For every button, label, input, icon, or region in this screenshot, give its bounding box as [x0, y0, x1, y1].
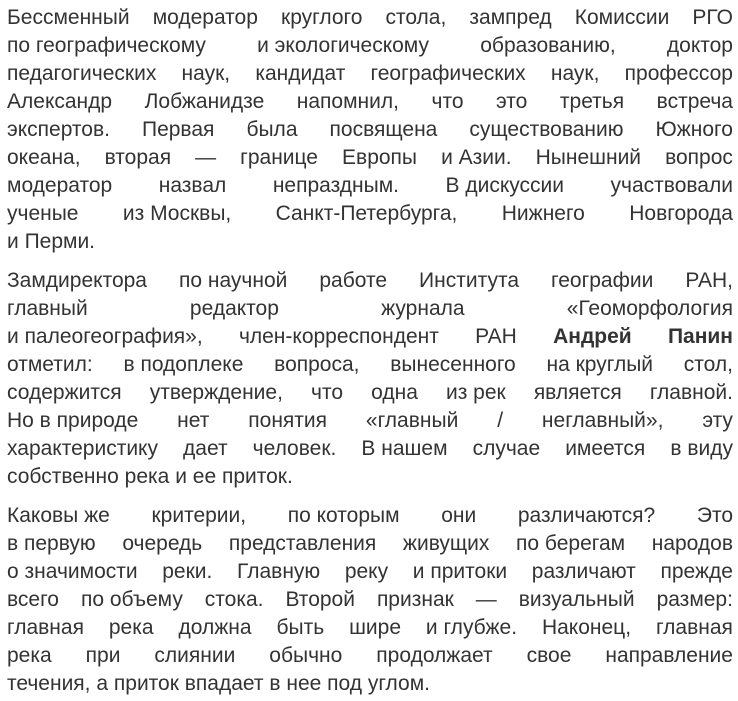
text-chunk: Южного [655, 118, 733, 141]
text-chunk: признак [376, 588, 454, 611]
text-chunk: работе [319, 269, 388, 292]
text-chunk: должна [178, 616, 252, 639]
text-chunk: океана, [7, 146, 81, 169]
text-chunk: в подоплеке [123, 353, 244, 376]
text-chunk: экспертов. [7, 118, 110, 141]
text-chunk: третья [559, 90, 625, 113]
text-chunk: «Геоморфология [566, 297, 733, 320]
text-line [7, 32, 733, 60]
text-line [7, 670, 733, 698]
text-line [7, 530, 733, 558]
text-chunk: журнала [381, 297, 465, 320]
text-chunk: Лобжанидзе [144, 90, 265, 113]
text-chunk: при [85, 644, 121, 667]
text-chunk: они [441, 504, 477, 527]
text-chunk: границе [240, 146, 318, 169]
text-chunk: эту [702, 409, 733, 432]
text-chunk: главной. [649, 381, 733, 404]
text-chunk: главный [7, 297, 88, 320]
text-chunk: случае [472, 437, 541, 460]
text-line [7, 502, 733, 530]
text-chunk: по берегам [516, 532, 626, 555]
text-chunk: что [431, 90, 464, 113]
text-chunk: стола, [385, 6, 447, 29]
text-chunk: посвящена [329, 118, 438, 141]
bold-text-chunk: Панин [667, 325, 733, 348]
text-chunk: реки. [162, 560, 213, 583]
text-chunk: и Азии. [441, 146, 512, 169]
text-chunk: впадает [184, 672, 264, 695]
text-chunk: вопрос [665, 146, 733, 169]
text-chunk: РАН, [685, 269, 733, 292]
text-chunk: и глубже. [425, 616, 518, 639]
text-chunk: быть [276, 616, 325, 639]
text-chunk: РАН [475, 325, 517, 348]
text-chunk: непраздным. [272, 174, 399, 197]
text-chunk: является [533, 381, 622, 404]
text-chunk: и палеогеография», [7, 325, 203, 348]
text-chunk: неглавный», [541, 409, 664, 432]
text-line [7, 295, 733, 323]
text-chunk: по географическому [7, 34, 206, 57]
text-chunk: продолжает [376, 644, 493, 667]
text-chunk: в виду [670, 437, 733, 460]
text-chunk: различают [531, 560, 636, 583]
text-chunk: Наконец, [541, 616, 632, 639]
text-chunk: река [124, 465, 170, 488]
text-chunk: кандидат [255, 62, 346, 85]
text-chunk: по научной [179, 269, 288, 292]
text-chunk: река [108, 616, 154, 639]
text-chunk: вторая [104, 146, 172, 169]
paragraph [7, 4, 733, 256]
text-chunk: дает [183, 437, 228, 460]
text-chunk: географии [551, 269, 654, 292]
text-line [7, 407, 733, 435]
text-chunk: отметил: [7, 353, 93, 376]
text-chunk: шире [349, 616, 401, 639]
text-chunk: Санкт-Петербурга, [275, 202, 458, 225]
text-chunk: и притоки [412, 560, 508, 583]
text-chunk: «главный [365, 409, 459, 432]
text-line [7, 586, 733, 614]
text-line [7, 200, 733, 228]
text-chunk: в первую [7, 532, 96, 555]
text-chunk: очередь [122, 532, 203, 555]
text-line [7, 267, 733, 295]
text-line [7, 379, 733, 407]
text-chunk: модератор [152, 6, 258, 29]
text-chunk: встреча [656, 90, 733, 113]
text-chunk: была [246, 118, 298, 141]
text-line [7, 144, 733, 172]
text-chunk: / [497, 409, 504, 432]
text-chunk: представления [228, 532, 377, 555]
text-chunk: стол, [683, 353, 733, 376]
text-chunk: ученые [7, 202, 79, 225]
text-chunk: Каковы же [7, 504, 110, 527]
text-line [7, 60, 733, 88]
text-chunk: образованию, [480, 34, 616, 57]
text-chunk: Новгорода [629, 202, 733, 225]
text-chunk: — [195, 146, 217, 169]
text-chunk: собственно [7, 465, 119, 488]
text-chunk: участвовали [610, 174, 733, 197]
text-chunk: имеется [565, 437, 646, 460]
text-chunk: географических [370, 62, 526, 85]
text-chunk: вопроса, [274, 353, 360, 376]
text-chunk: ее [192, 465, 217, 488]
text-chunk: понятия [248, 409, 328, 432]
text-chunk: слиянии [154, 644, 236, 667]
text-line [7, 558, 733, 586]
text-chunk: Но в природе [7, 409, 139, 432]
text-line [7, 351, 733, 379]
text-chunk: река [7, 644, 52, 667]
text-chunk: из Москвы, [122, 202, 232, 225]
text-chunk: главная [655, 616, 733, 639]
text-chunk: нет [177, 409, 210, 432]
text-line [7, 88, 733, 116]
text-chunk: размер: [656, 588, 733, 611]
text-chunk: наук, [181, 62, 231, 85]
text-chunk: модератор [7, 174, 113, 197]
text-chunk: и экологическому [257, 34, 429, 57]
text-chunk: Института [419, 269, 520, 292]
text-chunk: В дискуссии [445, 174, 564, 197]
text-chunk: что [311, 381, 344, 404]
text-chunk: Нижнего [501, 202, 585, 225]
text-chunk: по объему [80, 588, 183, 611]
text-chunk: это [496, 90, 528, 113]
text-line [7, 435, 733, 463]
text-chunk: на круглый [546, 353, 654, 376]
text-chunk: в нее [269, 672, 322, 695]
text-chunk: по которым [287, 504, 400, 527]
text-chunk: назвал [158, 174, 227, 197]
text-chunk: о значимости [7, 560, 138, 583]
text-chunk: Главную [237, 560, 321, 583]
text-chunk: Европы [342, 146, 418, 169]
text-chunk: прежде [660, 560, 733, 583]
text-chunk: педагогических [7, 62, 157, 85]
text-line [7, 172, 733, 200]
text-chunk: Бессменный [7, 6, 130, 29]
text-chunk: живущих [402, 532, 490, 555]
text-chunk: из рек [445, 381, 506, 404]
text-chunk: одна [371, 381, 418, 404]
text-chunk: стока. [204, 588, 264, 611]
text-chunk: критерии, [151, 504, 247, 527]
text-chunk: напомнил, [296, 90, 399, 113]
text-line [7, 463, 733, 491]
text-chunk: член-корреспондент [238, 325, 439, 348]
text-chunk: направление [605, 644, 733, 667]
text-line [7, 228, 733, 256]
text-chunk: содержится [7, 381, 122, 404]
text-chunk: — [475, 588, 497, 611]
text-chunk: народов [651, 532, 733, 555]
text-chunk: визуальный [518, 588, 635, 611]
text-line [7, 642, 733, 670]
text-chunk: Замдиректора [7, 269, 147, 292]
text-chunk: Комиссии [574, 6, 670, 29]
text-chunk: вынесенного [390, 353, 516, 376]
text-chunk: Первая [141, 118, 215, 141]
text-chunk: Второй [285, 588, 355, 611]
text-chunk: утверждение, [149, 381, 283, 404]
text-line [7, 116, 733, 144]
text-chunk: В нашем [361, 437, 448, 460]
text-chunk: всего [7, 588, 59, 611]
text-chunk: главная [7, 616, 84, 639]
bold-text-chunk: Андрей [553, 325, 632, 348]
text-chunk: приток. [221, 465, 293, 488]
text-chunk: существованию [469, 118, 624, 141]
text-line [7, 4, 733, 32]
text-chunk: редактор [189, 297, 279, 320]
text-chunk: различаются? [517, 504, 656, 527]
text-chunk: обычно [269, 644, 343, 667]
paragraph [7, 502, 733, 698]
paragraph [7, 267, 733, 491]
text-chunk: течения, [7, 672, 91, 695]
text-chunk: и Перми. [7, 230, 96, 253]
text-chunk: круглого [281, 6, 363, 29]
text-chunk: Александр [7, 90, 113, 113]
text-chunk: свое [526, 644, 572, 667]
text-chunk: характеристику [7, 437, 158, 460]
text-chunk: под углом. [327, 672, 430, 695]
text-line [7, 323, 733, 351]
text-chunk: а приток [96, 672, 179, 695]
text-chunk: наук, [550, 62, 600, 85]
text-chunk: Это [696, 504, 733, 527]
text-chunk: профессор [624, 62, 733, 85]
text-chunk: Нынешний [535, 146, 642, 169]
text-chunk: человек. [252, 437, 337, 460]
text-line [7, 614, 733, 642]
text-chunk: доктор [666, 34, 733, 57]
text-chunk: зампред [469, 6, 552, 29]
text-chunk: РГО [692, 6, 733, 29]
text-chunk: и [175, 465, 187, 488]
text-chunk: реку [344, 560, 389, 583]
